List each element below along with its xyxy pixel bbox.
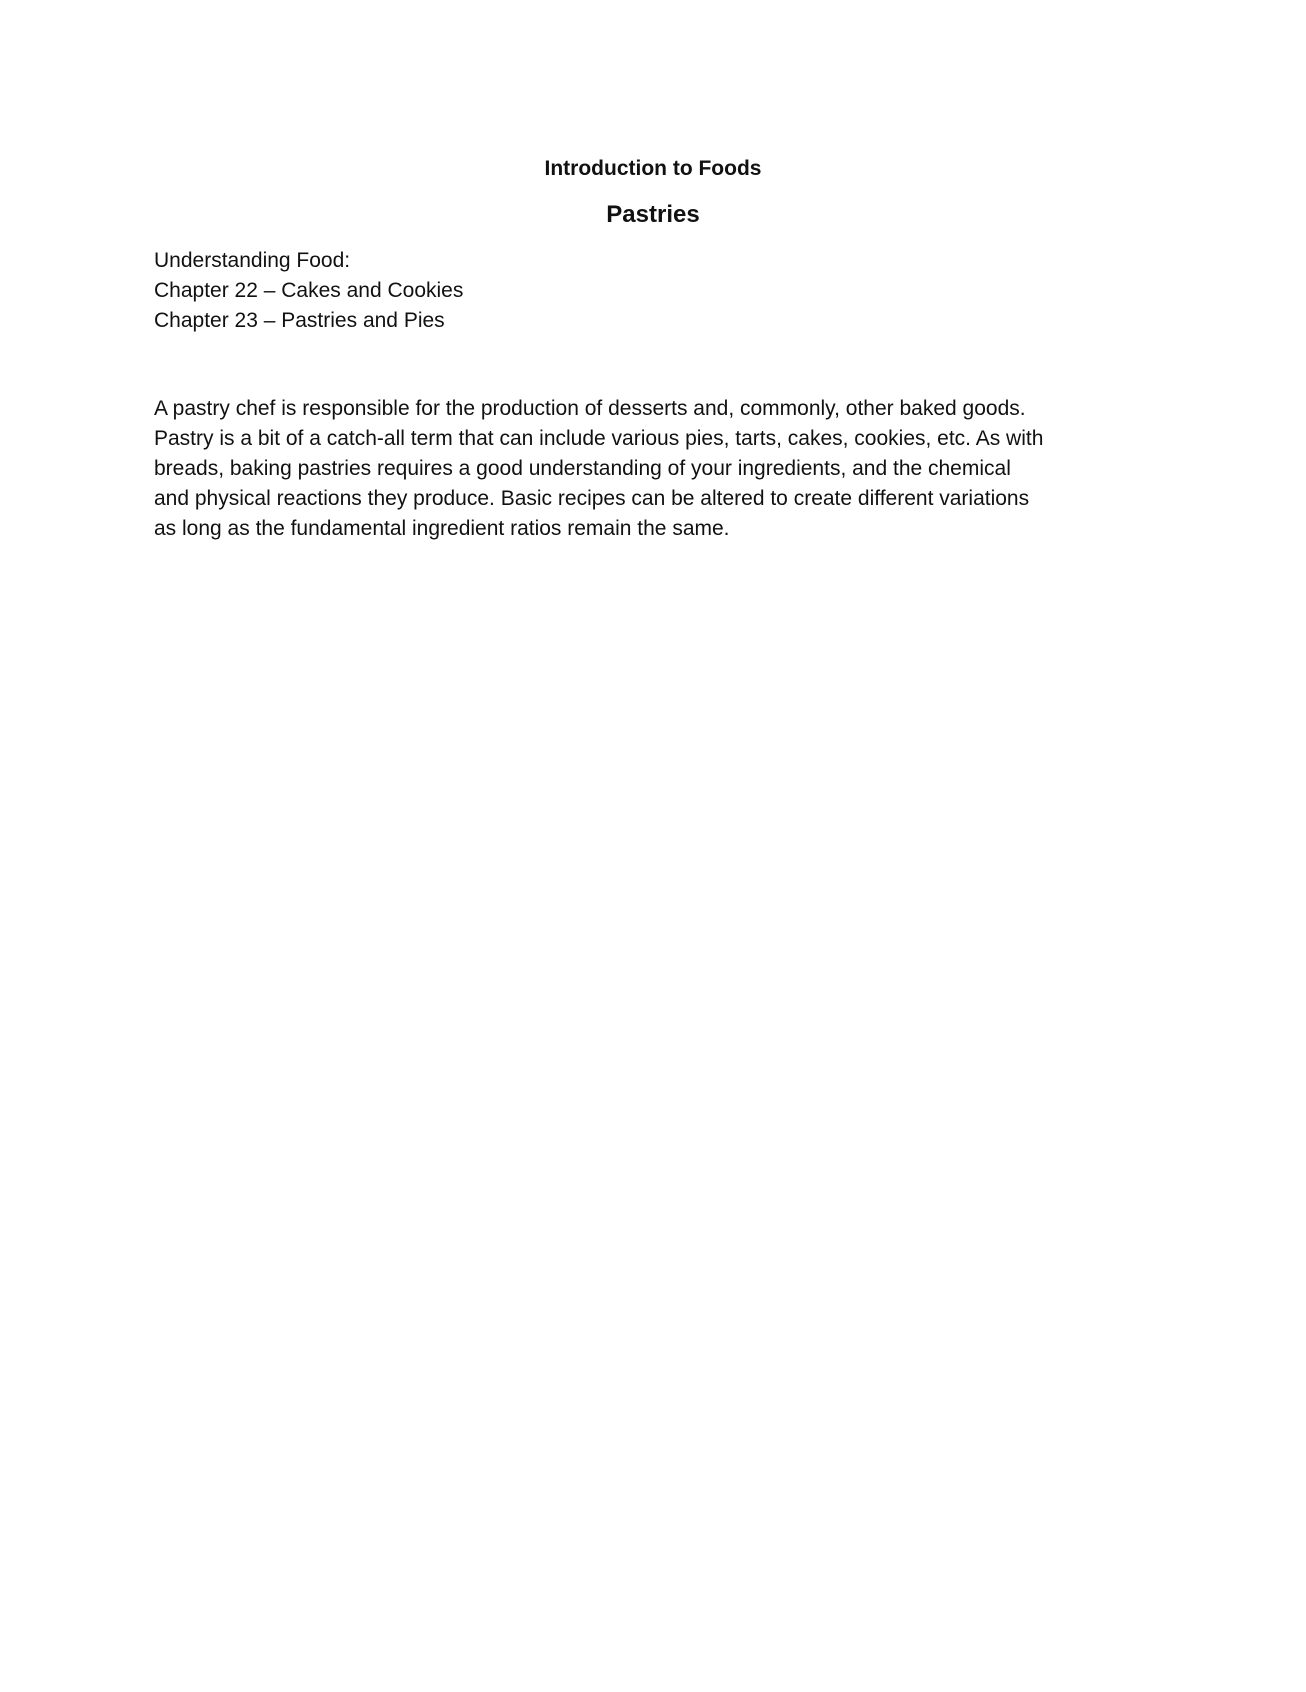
- reference-chapter: Chapter 23 – Pastries and Pies: [154, 309, 445, 332]
- paragraph-line: and physical reactions they produce. Basic recipes can be altered to create different variations: [154, 487, 1030, 510]
- paragraph-line: as long as the fundamental ingredient ratios remain the same.: [154, 517, 730, 540]
- intro-paragraph: [154, 394, 1154, 544]
- paragraph-line: Pastry is a bit of a catch-all term that can include various pies, tarts, cakes, cookies, etc. As with: [154, 427, 1044, 450]
- reference-heading: Understanding Food:: [154, 249, 351, 272]
- paragraph-line: breads, baking pastries requires a good understanding of your ingredients, and the chemical: [154, 457, 1011, 480]
- paragraph-line: A pastry chef is responsible for the production of desserts and, commonly, other baked goods.: [154, 397, 1026, 420]
- course-title: Introduction to Foods: [544, 157, 762, 180]
- reference-list: [154, 246, 1154, 336]
- page-title: Pastries: [606, 201, 700, 228]
- reference-chapter: Chapter 22 – Cakes and Cookies: [154, 279, 464, 302]
